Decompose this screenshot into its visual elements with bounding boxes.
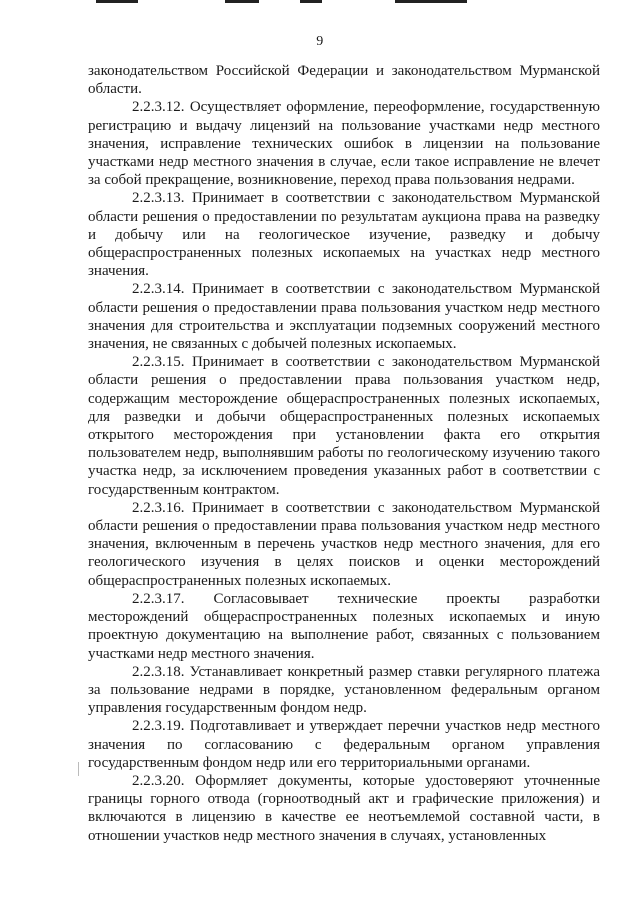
paragraph-2-2-3-18: 2.2.3.18. Устанавливает конкретный размер ставки регулярного платежа за пользование недрами в порядке, установленном федеральным органом управления государственным фондом недр. <box>88 663 600 717</box>
scan-artifact-mark <box>395 0 467 3</box>
margin-mark <box>78 762 79 776</box>
paragraph-2-2-3-16: 2.2.3.16. Принимает в соответствии с законодательством Мурманской области решения о предоставлении права пользования участком недр местного значения, включенным в перечень участков недр местного значения, для его геологического изучения в целях поисков и оценки месторождений общераспространенных полезных ископаемых. <box>88 499 600 589</box>
paragraph-2-2-3-17: 2.2.3.17. Согласовывает технические проекты разработки месторождений общераспространенных полезных ископаемых и иную проектную документацию на выполнение работ, связанных с пользованием участками недр местного значения. <box>88 590 600 662</box>
page-number: 9 <box>316 34 324 49</box>
paragraph-continuation: законодательством Российской Федерации и законодательством Мурманской области. <box>88 63 600 98</box>
paragraph-2-2-3-20: 2.2.3.20. Оформляет документы, которые удостоверяют уточненные границы горного отвода (горноотводный акт и графические приложения) и включаются в лицензию в качестве ее неотъемлемой составной части, в отношении участков недр местного значения в случаях, установленных <box>88 772 600 844</box>
paragraph-2-2-3-13: 2.2.3.13. Принимает в соответствии с законодательством Мурманской области решения о предоставлении по результатам аукциона права на разведку и добычу или на геологическое изучение, разведку и добычу общераспространенных полезных ископаемых на участках недр местного значения. <box>88 190 600 280</box>
scan-artifact-mark <box>300 0 322 3</box>
scan-artifact-mark <box>225 0 259 3</box>
paragraph-2-2-3-19: 2.2.3.19. Подготавливает и утверждает перечни участков недр местного значения по согласованию с федеральным органом управления государственным фондом недр или его территориальными органами. <box>88 718 600 771</box>
paragraph-2-2-3-15: 2.2.3.15. Принимает в соответствии с законодательством Мурманской области решения о предоставлении права пользования участком недр, содержащим месторождение общераспространенных полезных ископаемых, для разведки и добычи общераспространенных полезных ископаемых открытого месторождения при установлении факта его открытия пользователем недр, выполнявшим работы по геологическому изучению такого участка недр, за исключением проведения указанных работ в соответствии с государственным контрактом. <box>88 354 600 498</box>
document-body <box>88 62 600 845</box>
paragraph-2-2-3-14: 2.2.3.14. Принимает в соответствии с законодательством Мурманской области решения о предоставлении права пользования участком недр местного значения для строительства и эксплуатации подземных сооружений местного значения, не связанных с добычей полезных ископаемых. <box>88 281 600 353</box>
scan-artifact-mark <box>96 0 138 3</box>
paragraph-2-2-3-12: 2.2.3.12. Осуществляет оформление, переоформление, государственную регистрацию и выдачу лицензий на пользование участками недр местного значения, исправление технических ошибок в лицензии на пользование участками недр местного значения в случае, если такое исправление не влечет за собой прекращение, возникновение, переход права пользования недрами. <box>88 99 600 189</box>
